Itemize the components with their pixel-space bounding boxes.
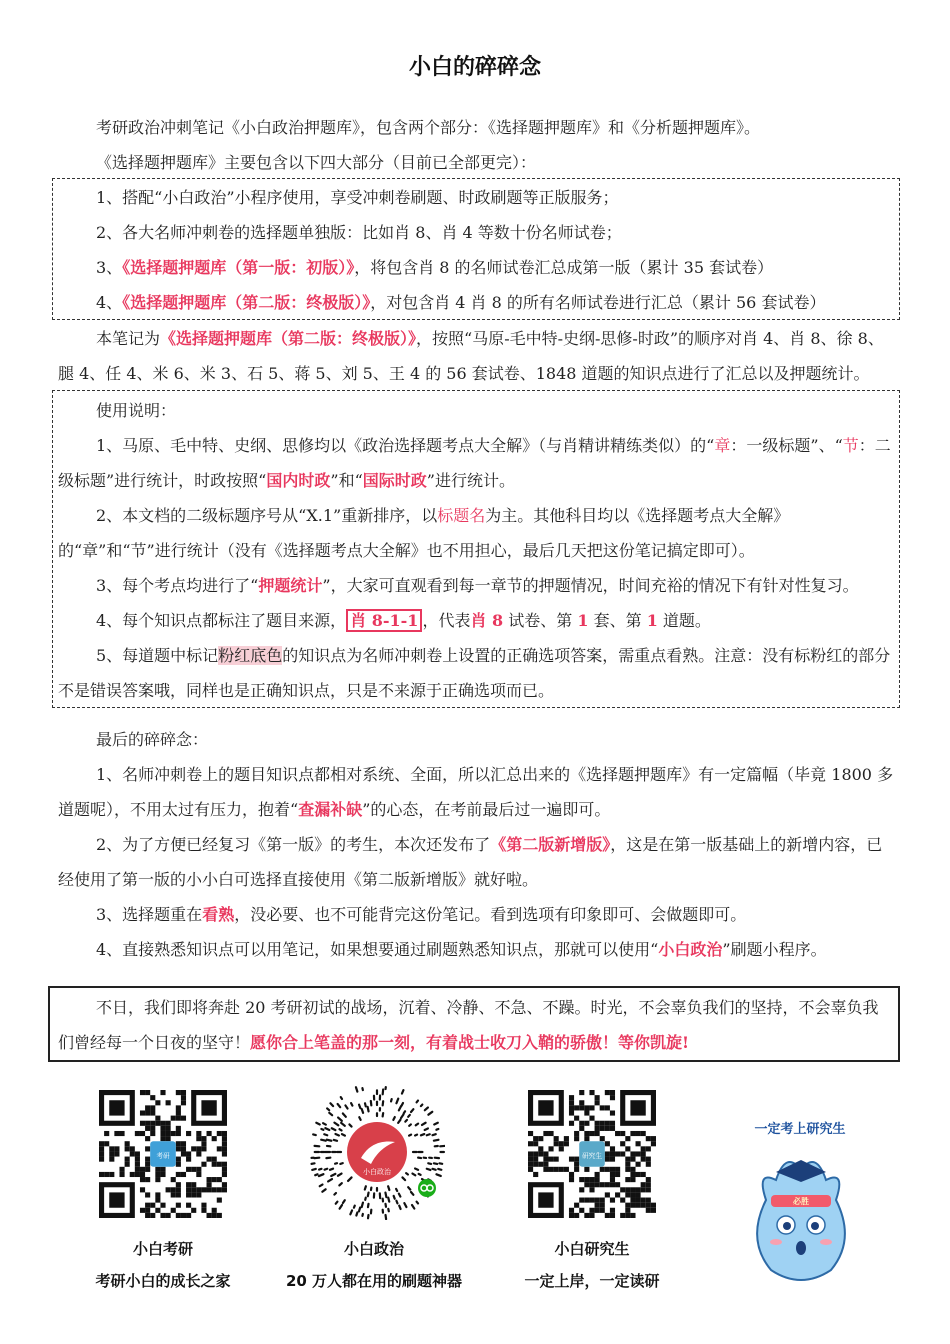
qr-desc-3: 一定上岸，一定读研 [524,1272,660,1290]
note-paragraph: 本笔记为《选择题押题库（第二版：终极版）》，按照“马原-毛中特-史纲-思修-时政”的顺序对肖 4、肖 8、徐 8、腿 4、任 4、米 6、米 3、石 5、蒋 5、刘 5、王 4 的 56 套试卷、1848 道题的知识点进行了汇总以及押题统计。 [58,329,884,383]
qr-code-xiaobai-yanjiusheng[interactable] [528,1090,656,1218]
qr-label-3: 小白研究生 [554,1240,630,1258]
intro-paragraph-2: 《选择题押题库》主要包含以下四大部分（目前已全部更完）： [96,153,537,172]
final-item-3: 3、选择题重在看熟，没必要、也不可能背完这份笔记。看到选项有印象即可、会做题即可。 [96,905,747,924]
note-section [58,321,898,391]
source-tag-example: 肖 8-1-1 [346,609,422,632]
final-item-4: 4、直接熟悉知识点可以用笔记，如果想要通过刷题熟悉知识点，那就可以使用“小白政治”刷题小程序。 [96,940,827,959]
part-item-1: 1、搭配“小白政治”小程序使用，享受冲刺卷刷题、时政刷题等正版服务； [96,188,619,207]
qr-center-label: 考研 [156,1152,170,1161]
mascot-badge: 必胜 [793,1197,809,1206]
final-heading: 最后的碎碎念： [96,730,209,749]
final-section [58,722,898,967]
part-item-4: 4、《选择题押题库（第二版：终极版）》，对包含肖 4 肖 8 的所有名师试卷进行汇总（累计 56 套试卷） [96,293,826,312]
page-title: 小白的碎碎念 [408,55,541,80]
mascot-illustration [736,1140,866,1290]
mascot-caption: 一定考上研究生 [754,1122,846,1137]
usage-section [58,393,898,708]
qr-label-1: 小白考研 [132,1240,193,1258]
intro-paragraph-1: 考研政治冲刺笔记《小白政治押题库》，包含两个部分：《选择题押题库》和《分析题押题库》。 [96,118,761,137]
closing-section [58,990,894,1060]
final-item-2: 2、为了方便已经复习《第一版》的考生，本次还发布了《第二版新增版》，这是在第一版基础上的新增内容，已经使用了第一版的小小白可选择直接使用《第二版新增版》就好啦。 [58,835,883,889]
pink-highlight-example: 粉红底色 [218,646,283,665]
usage-item-4: 4、每个知识点都标注了题目来源， 肖 8-1-1 ，代表肖 8 试卷、第 1 套、第 1 道题。 [96,611,711,630]
intro-section [58,110,898,180]
usage-item-5: 5、每道题中标记粉红底色的知识点为名师冲刺卷上设置的正确选项答案，需重点看熟。注意：没有标粉红的部分不是错误答案哦，同样也是正确知识点，只是不来源于正确选项而已。 [58,646,891,700]
qr-desc-1: 考研小白的成长之家 [95,1272,231,1290]
usage-item-1: 1、马原、毛中特、史纲、思修均以《政治选择题考点大全解》（与肖精讲精练类似）的“章：一级标题”、“节：二级标题”进行统计，时政按照“国内时政”和“国际时政”进行统计。 [58,436,891,490]
closing-paragraph: 不日，我们即将奔赴 20 考研初试的战场，沉着、冷静、不急、不躁。时光，不会辜负我们的坚持，不会辜负我们曾经每一个日夜的坚守！愿你合上笔盖的那一刻，有着战士收刀入鞘的骄傲！等你凯旋! [58,998,879,1052]
qr-center-label: 研究生 [582,1152,602,1161]
qr-label-2: 小白政治 [343,1240,404,1258]
part-item-3: 3、《选择题押题库（第一版：初版）》，将包含肖 8 的名师试卷汇总成第一版（累计 35 套试卷） [96,258,774,277]
parts-list [58,180,898,320]
usage-item-3: 3、每个考点均进行了“押题统计”，大家可直观看到每一章节的押题情况，时间充裕的情况下有针对性复习。 [96,576,859,595]
qr-desc-2: 20 万人都在用的刷题神器 [285,1272,463,1290]
usage-heading: 使用说明： [96,401,177,420]
qr-code-xiaobai-kaoyan[interactable] [99,1090,227,1218]
usage-item-2: 2、本文档的二级标题序号从“X.1”重新排序，以标题名为主。其他科目均以《选择题考点大全解》的“章”和“节”进行统计（没有《选择题考点大全解》也不用担心，最后几天把这份笔记搞定即可）。 [58,506,790,560]
part-item-2: 2、各大名师冲刺卷的选择题单独版：比如肖 8、肖 4 等数十份名师试卷； [96,223,622,242]
mini-program-center-label: 小白政治 [363,1168,391,1176]
mini-program-code-xiaobai-zhengzhi[interactable] [309,1084,445,1220]
final-item-1: 1、名师冲刺卷上的题目知识点都相对系统、全面，所以汇总出来的《选择题押题库》有一定篇幅（毕竟 1800 多道题呢），不用太过有压力，抱着“查漏补缺”的心态，在考前最后过一遍即可。 [58,765,894,819]
